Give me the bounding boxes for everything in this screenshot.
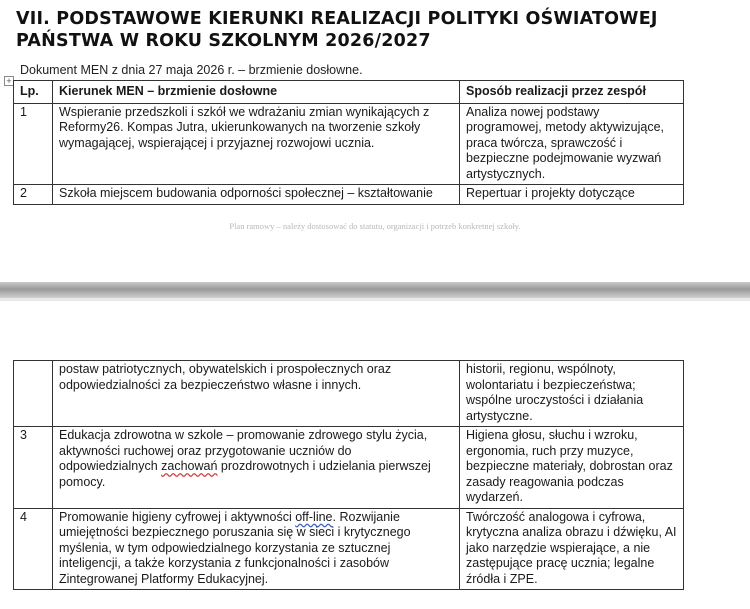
header-method: Sposób realizacji przez zespół (460, 81, 684, 104)
table-move-handle-icon[interactable]: + (4, 76, 14, 86)
direction-text: prozdrowotnych i udzielania pierwszej pomocy. (59, 459, 431, 489)
directions-table-page1 (13, 80, 684, 205)
table-row (14, 103, 684, 185)
page-break-shadow (0, 298, 750, 301)
cell-direction (53, 427, 460, 509)
cell-direction: postaw patriotycznych, obywatelskich i prospołecznych oraz odpowiedzialności za bezpieczeństwo własne i innych. (53, 361, 460, 427)
title-line-1: VII. PODSTAWOWE KIERUNKI REALIZACJI POLITYKI OŚWIATOWEJ (16, 9, 658, 29)
cell-lp (14, 361, 53, 427)
spellcheck-flagged-word[interactable]: zachowań (161, 459, 218, 473)
cell-lp: 3 (14, 427, 53, 509)
direction-text: . Rozwijanie umiejętności bezpiecznego poruszania się w sieci i krytycznego myślenia, w tym odpowiedzialnego korzystania ze sztucznej inteligencji, a także korzystania z funkcjonalności i zasobów Zintegrowanej Platformy Edukacyjnej. (59, 509, 411, 586)
table-row (14, 427, 684, 509)
table-header-row (14, 81, 684, 104)
page-footer-note: Plan ramowy – należy dostosować do statutu, organizacji i potrzeb konkretnej szkoły. (229, 221, 521, 231)
cell-direction (53, 508, 460, 590)
cell-method: Higiena głosu, słuchu i wzroku, ergonomia, ruch przy muzyce, bezpieczne materiały, dobrostan oraz zasady reagowania podczas wydarzeń. (460, 427, 684, 509)
cell-direction: Wspieranie przedszkoli i szkół we wdrażaniu zmian wynikających z Reformy26. Kompas Jutra, ukierunkowanych na tworzenie szkoły wymagającej, wspierającej i przyjaznej rozwojowi ucznia. (53, 103, 460, 185)
document-title (16, 8, 736, 52)
directions-table-page2 (13, 360, 684, 590)
header-direction: Kierunek MEN – brzmienie dosłowne (53, 81, 460, 104)
cell-method: Repertuar i projekty dotyczące (460, 185, 684, 205)
table-row (14, 508, 684, 590)
table-row (14, 185, 684, 205)
direction-text: Promowanie higieny cyfrowej i aktywności (59, 509, 296, 524)
grammar-flagged-word[interactable]: off-line (295, 509, 333, 524)
page-break-separator (0, 282, 750, 298)
direction-text: Edukacja zdrowotna w szkole – promowanie zdrowego stylu życia, aktywności ruchowej oraz przygotowanie uczniów do odpowiedzialnych (59, 428, 428, 473)
cell-lp: 1 (14, 103, 53, 185)
header-lp: Lp. (14, 81, 53, 104)
cell-lp: 2 (14, 185, 53, 205)
cell-method: historii, regionu, wspólnoty, wolontariatu i bezpieczeństwa; wspólne uroczystości i działania artystyczne. (460, 361, 684, 427)
cell-method: Analiza nowej podstawy programowej, metody aktywizujące, praca twórcza, sprawczość i bezpieczne podejmowanie wyzwań artystycznych. (460, 103, 684, 185)
cell-direction: Szkoła miejscem budowania odporności społecznej – kształtowanie (53, 185, 460, 205)
document-subtitle: Dokument MEN z dnia 27 maja 2026 r. – brzmienie dosłowne. (20, 63, 363, 77)
title-line-2: PAŃSTWA W ROKU SZKOLNYM 2026/2027 (16, 31, 431, 51)
table-row (14, 361, 684, 427)
cell-method: Twórczość analogowa i cyfrowa, krytyczna analiza obrazu i dźwięku, AI jako narzędzie wspierające, a nie zastępujące pracę ucznia; legalne źródła i ZPE. (460, 508, 684, 590)
cell-lp: 4 (14, 508, 53, 590)
